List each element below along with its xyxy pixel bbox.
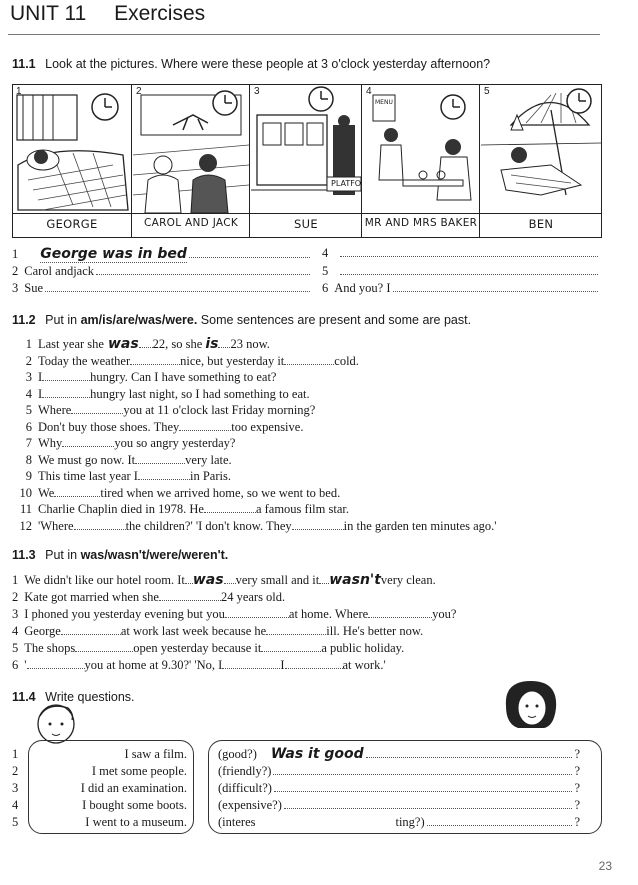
answer-field[interactable] [74,520,126,530]
picture-george: 1 [13,85,132,213]
girl-icon [496,676,566,736]
answer-field[interactable] [261,642,321,652]
ex4-questions: (good?) Was it good ? (friendly?) ? (difficult?) ? (expensive?) ? (interes ting?) ? [218,746,580,829]
answer-field[interactable] [96,265,310,275]
bed-illustration [13,85,131,213]
ex2-line: 12 'Where the children?' 'I don't know. They in the garden ten minutes ago.' [19,518,497,533]
answer-field[interactable] [189,248,310,258]
exercise-11-4-heading: 11.4 Write questions. [12,690,135,704]
answer-field[interactable] [179,421,231,431]
ex3-line: 4 George at work last week because he ill. He's better now. [12,624,424,638]
answer-field[interactable] [292,520,344,530]
answer-field[interactable] [138,470,190,480]
answer-field[interactable] [222,659,280,669]
answer-field[interactable] [273,765,572,775]
exercise-11-3-heading: 11.3 Put in was/wasn't/were/weren't. [12,548,229,562]
ex2-line: 10 We tired when we arrived home, so we went to bed. [19,485,341,500]
answer-field[interactable]: was [192,572,224,588]
exercise-11-2-heading: 11.2 Put in am/is/are/was/were. Some sentences are present and some are past. [12,313,472,327]
exercise-11-1-heading [12,57,490,71]
answer-field[interactable]: Was it good [270,746,364,762]
answer-field[interactable] [54,487,100,497]
station-illustration [251,85,361,213]
ex3-line: 6 ' you at home at 9.30?' 'No, I I at work.' [12,658,386,672]
exercise-number: 11.1 [12,57,36,71]
unit-label: UNIT 11 [10,2,87,25]
ex3-line: 5 The shops open yesterday because it a public holiday. [12,641,405,655]
menu-sign: MENU [375,99,393,106]
answer-field[interactable] [340,265,598,275]
answer-field[interactable] [266,625,326,635]
answer-field[interactable] [366,748,573,758]
answer-field[interactable]: George was in bed [40,246,187,262]
ex3-line: 2 Kate got married when she 24 years old. [12,590,286,604]
caption-carol-and-jack: CAROL AND JACK [143,217,239,229]
answer-field[interactable] [71,404,123,414]
answer-field[interactable] [130,355,180,365]
caption-ben: BEN [528,217,554,231]
ex2-line: 2 Today the weather nice, but yesterday it cold. [25,353,359,368]
answer-field[interactable] [204,503,256,513]
ex3-line: 1 We didn't like our hotel room. It was very small and it wasn't very clean. [12,572,436,588]
picture-carol-and-jack: 2 [133,85,250,213]
page-title: Exercises [114,2,206,25]
ex3-line: 3 I phoned you yesterday evening but you at home. Where you? [12,607,457,621]
ex2-lines [12,336,612,534]
ex2-line: 1 Last year she was 22, so she is 23 now. [25,336,270,352]
answer-field[interactable] [393,282,599,292]
answer-field[interactable] [284,799,573,809]
ex2-line: 4 I hungry last night, so I had something to eat. [25,386,310,401]
answer-field[interactable] [340,247,598,257]
caption-sue: SUE [294,217,318,231]
ex1-line-2: 2 Carol andjack [12,264,312,279]
ex2-line: 6 Don't buy those shoes. They too expensive. [25,419,304,434]
header-rule [8,34,600,35]
ex1-line-5: 5 [322,264,600,279]
cinema-illustration [133,85,249,213]
ex2-line: 5 Where you at 11 o'clock last Friday morning? [25,403,316,417]
answer-field[interactable]: wasn't [329,572,381,588]
ex1-line-4: 4 [322,246,600,261]
exercise-instruction: Look at the pictures. Where were these people at 3 o'clock yesterday afternoon? [45,57,491,71]
ex2-line: 11 Charlie Chaplin died in 1978. He a famous film star. [19,502,349,516]
answer-field[interactable] [62,437,114,447]
beach-illustration [481,85,601,213]
ex1-line-6: 6 And you? I [322,281,600,296]
answer-field[interactable] [61,625,121,635]
answer-field[interactable] [225,608,289,618]
answer-field[interactable] [285,659,343,669]
answer-field[interactable] [368,608,432,618]
answer-field[interactable] [27,659,85,669]
answer-field[interactable] [75,642,133,652]
ex2-line: 8 We must go now. It very late. [25,452,232,467]
answer-field[interactable] [42,371,90,381]
ex3-lines [12,572,612,674]
answer-field[interactable]: is [205,336,219,352]
answer-field[interactable] [427,816,573,826]
page-number: 23 [598,859,612,873]
ex1-line-3: 3 Sue [12,281,312,296]
answer-field[interactable] [159,591,221,601]
answer-field[interactable] [135,454,185,464]
caption-mr-and-mrs-baker: MR AND MRS BAKER [364,217,478,229]
ex1-line-1: 1 George was in bed [12,246,312,263]
picture-strip [12,84,602,238]
caption-row [13,213,601,238]
ex4-statements: 1 I saw a film. 2 I met some people. 3 I did an examination. 4 I bought some boots. 5 I went to a museum. [12,747,187,829]
unit-header [10,2,205,26]
answer-field[interactable] [284,355,334,365]
answer-field[interactable] [45,282,310,292]
ex2-line: 9 This time last year I in Paris. [25,469,231,483]
picture-sue: 3 PLATFO [251,85,362,213]
answer-field[interactable]: was [107,336,139,352]
ex2-line: 7 Why you so angry yesterday? [25,436,236,450]
answer-field[interactable] [42,388,90,398]
ex2-line: 3 I hungry. Can I have something to eat? [25,370,277,384]
platform-sign: PLATFO [331,179,362,188]
answer-field[interactable] [274,782,573,792]
picture-ben: 5 [481,85,602,213]
picture-mr-and-mrs-baker: 4 MENU [363,85,480,213]
caption-george: GEORGE [46,217,98,231]
